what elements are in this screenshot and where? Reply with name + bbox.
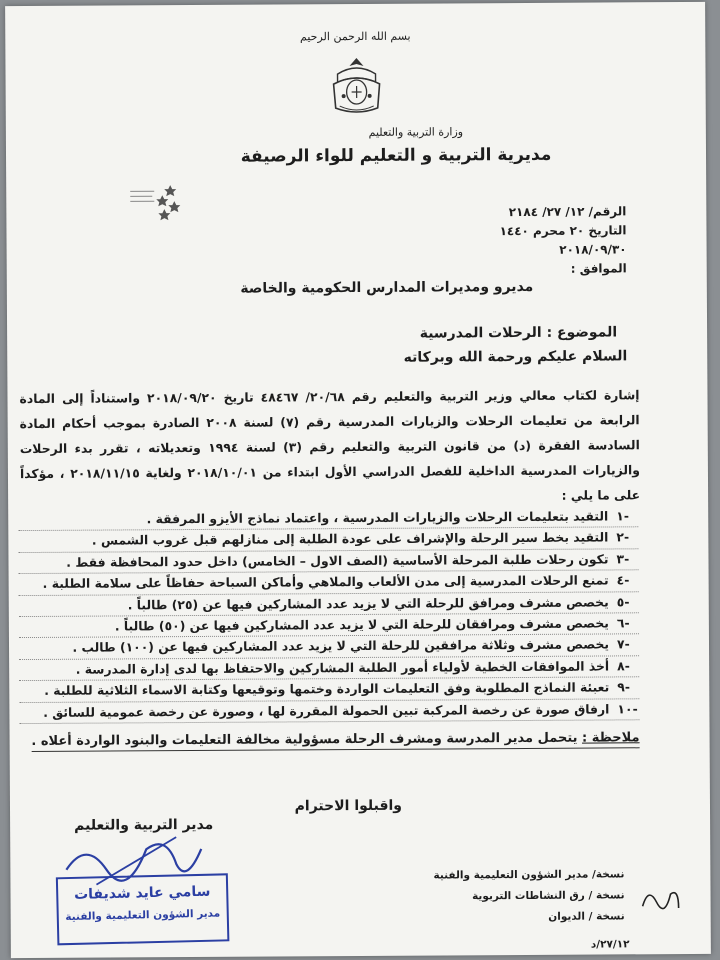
ministry-name: وزارة التربية والتعليم xyxy=(368,125,464,139)
addressee: مديرو ومديرات المدارس الحكومية والخاصة xyxy=(240,278,534,297)
note-label: ملاحظة : xyxy=(581,730,640,746)
list-item: -١ التقيد بتعليمات الرحلات والزيارات المدرسية ، واعتماد نماذج الأيزو المرفقة . xyxy=(18,506,638,531)
agreed-label: الموافق : xyxy=(570,261,627,276)
hijri-date: التاريخ ٢٠ محرم ١٤٤٠ xyxy=(499,223,627,239)
greeting: السلام عليكم ورحمة الله وبركاته xyxy=(403,348,628,366)
stamp-name: سامي عايد شديفات xyxy=(73,883,211,903)
instructions-list xyxy=(18,506,639,724)
list-item: -٦ يخصص مشرف ومرافقان للرحلة التي لا يزيد عدد المشاركين فيها عن (٥٠) طالباً . xyxy=(19,613,639,638)
list-item: -١٠ ارفاق صورة عن رخصة المركبة تبين الحمولة المقررة لها ، وصورة عن رخصة عمومية للسائق . xyxy=(19,699,639,724)
closing: واقبلوا الاحترام xyxy=(294,797,403,815)
initials-scribble-icon xyxy=(638,882,682,916)
list-item: -٢ التقيد بخط سير الرحلة والإشراف على عودة الطلبة إلى منازلهم قبل غروب الشمس . xyxy=(18,528,638,553)
list-item: -٨ أخذ الموافقات الخطية لأولياء أمور الطلبة المشاركين والاحتفاظ بها لدى إدارة المدرسة . xyxy=(19,656,639,681)
list-item: -٤ تمنع الرحلات المدرسية إلى مدن الألعاب والملاهي وأماكن السباحة حفاظاً على سلامة الطلبة . xyxy=(19,570,639,595)
list-item: -٩ تعبئة النماذج المطلوبة وفق التعليمات الواردة وختمها وتوقيعها وكتابة الاسماء الثلاثية للطلبة . xyxy=(19,677,639,702)
note-text: يتحمل مدير المدرسة ومشرف الرحلة مسؤولية مخالفة التعليمات والبنود الواردة أعلاه . xyxy=(31,730,578,750)
list-item: -٧ يخصص مشرف وثلاثة مرافقين للرحلة التي لا يزيد عدد المشاركين فيها عن (١٠٠) طالب . xyxy=(19,635,639,660)
footer-date: ٢٧/١٢/د xyxy=(590,938,630,951)
subject-line: الموضوع : الرحلات المدرسية xyxy=(419,324,618,342)
reference-number: الرقم/ ١٢/ ٢٧/ ٢١٨٤ xyxy=(508,204,627,220)
gregorian-date: ٢٠١٨/٠٩/٣٠ xyxy=(559,242,627,257)
letter-page xyxy=(5,2,711,958)
note xyxy=(31,730,639,752)
stamp-position: مدير الشؤون التعليمية والفنية xyxy=(65,907,221,924)
list-item: -٥ يخصص مشرف ومرافق للرحلة التي لا يزيد عدد المشاركين فيها عن (٢٥) طالباً . xyxy=(19,592,639,617)
official-stamp xyxy=(56,873,230,945)
intro-text: إشارة لكتاب معالي وزير التربية والتعليم رقم ٢٠/٦٨/ ٤٨٤٦٧ تاريخ ٢٠١٨/٠٩/٢٠ واستناداً إلى المادة الرابعة من تعليمات الرحلات والزيارات المدرسية رقم (٧) لسنة ٢٠٠٨ الصادرة بموجب أحكام المادة السادسة الفقرة (د) من قانون التربية والتعليم رقم (٣) لسنة ١٩٩٤ وتعديلاته ، تقرر بدء الرحلات والزيارات المدرسية الداخلية للفصل الدراسي الأول ابتداء من ٢٠١٨/١٠/٠١ ولغاية ٢٠١٨/١١/١٥ ، مؤكداً على ما يلي : xyxy=(19,387,641,503)
list-item: -٣ تكون رحلات طلبة المرحلة الأساسية (الصف الاول – الخامس) داخل حدود المحافظة فقط . xyxy=(18,549,638,574)
directorate-name: مديرية التربية و التعليم للواء الرصيفة xyxy=(240,144,552,167)
signatory-title: مدير التربية والتعليم xyxy=(74,816,214,834)
jordan-coat-of-arms-icon xyxy=(323,52,389,118)
copy-line: نسخة/ مدير الشؤون التعليمية والفنية xyxy=(433,868,625,882)
basmala: بسم الله الرحمن الرحيم xyxy=(299,29,411,44)
quality-badge-icon xyxy=(126,177,186,225)
reference-block xyxy=(499,202,626,279)
copy-line: نسخة / الديوان xyxy=(548,910,625,923)
copies-list xyxy=(433,864,624,928)
intro-paragraph xyxy=(19,382,640,511)
copy-line: نسخة / رق النشاطات التربوية xyxy=(472,889,625,903)
